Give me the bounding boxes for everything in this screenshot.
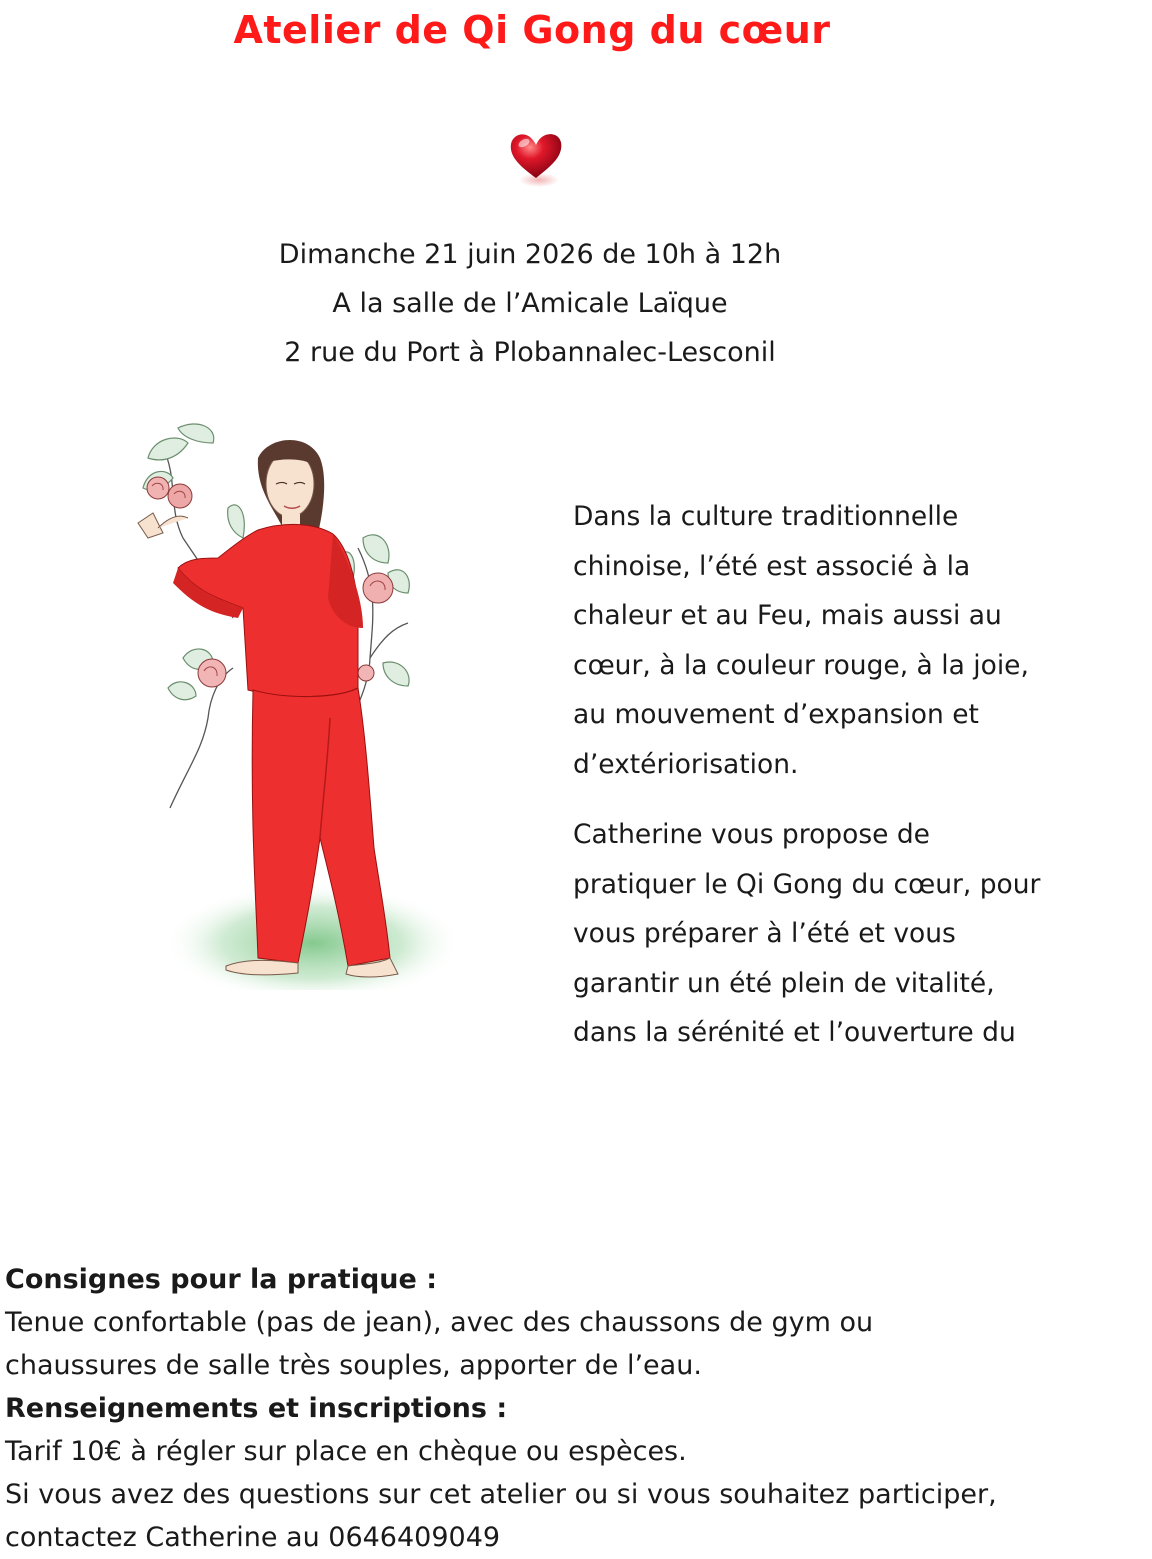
description-line: cœur, à la couleur rouge, à la joie, (573, 649, 1029, 681)
page-title: Atelier de Qi Gong du cœur (233, 8, 831, 52)
description-line: garantir un été plein de vitalité, (573, 967, 995, 999)
practice-line: Tenue confortable (pas de jean), avec des chaussons de gym ou (5, 1307, 874, 1338)
event-venue: A la salle de l’Amicale Laïque (332, 288, 728, 319)
event-date: Dimanche 21 juin 2026 de 10h à 12h (278, 239, 782, 270)
practical-info (5, 1258, 1145, 1559)
description-line: chinoise, l’été est associé à la (573, 550, 971, 582)
description-line: au mouvement d’expansion et (573, 699, 979, 730)
registration-line: Si vous avez des questions sur cet atelier ou si vous souhaitez participer, (5, 1479, 997, 1510)
description-line: Catherine vous propose de (573, 819, 930, 850)
event-address: 2 rue du Port à Plobannalec-Lesconil (284, 337, 776, 368)
description-line: vous préparer à l’été et vous (573, 918, 956, 949)
description-line: dans la sérénité et l’ouverture du (573, 1017, 1016, 1048)
description (573, 492, 1133, 1058)
contact-line: contactez Catherine au 0646409049 (5, 1522, 501, 1553)
registration-line: Tarif 10€ à régler sur place en chèque ou espèces. (5, 1436, 687, 1467)
description-line: chaleur et au Feu, mais aussi au (573, 600, 1002, 631)
description-line: pratiquer le Qi Gong du cœur, pour (573, 868, 1041, 900)
description-paragraph-1 (573, 492, 1133, 789)
qigong-woman-illustration (108, 418, 460, 990)
practice-heading: Consignes pour la pratique : (5, 1264, 438, 1295)
description-line: Dans la culture traditionnelle (573, 501, 959, 532)
heart-icon (503, 126, 569, 192)
description-paragraph-2 (573, 810, 1133, 1058)
registration-heading: Renseignements et inscriptions : (5, 1393, 508, 1424)
event-info (200, 230, 860, 377)
description-line: d’extériorisation. (573, 748, 799, 780)
practice-line: chaussures de salle très souples, apporter de l’eau. (5, 1350, 702, 1381)
